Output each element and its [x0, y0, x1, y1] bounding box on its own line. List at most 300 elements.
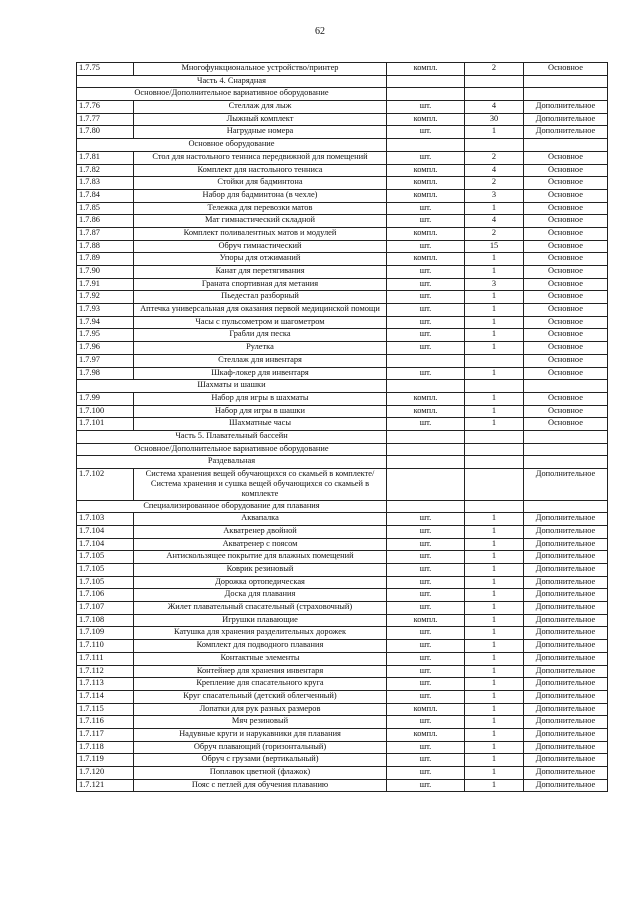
item-kind: Дополнительное [524, 525, 608, 538]
item-name: Аквапалка [134, 513, 387, 526]
kind-cell [524, 500, 608, 513]
table-row [77, 329, 608, 342]
item-code: 1.7.76 [77, 101, 134, 114]
item-name: Стол для настольного тенниса передвижной для помещений [134, 151, 387, 164]
item-unit: шт. [387, 291, 465, 304]
item-quantity: 1 [465, 392, 524, 405]
item-kind: Дополнительное [524, 678, 608, 691]
item-code: 1.7.102 [77, 469, 134, 501]
item-name: Многофункциональное устройство/принтер [134, 63, 387, 76]
item-code: 1.7.99 [77, 392, 134, 405]
item-name: Мяч резиновый [134, 716, 387, 729]
qty-cell [465, 456, 524, 469]
item-kind: Дополнительное [524, 469, 608, 501]
item-kind: Дополнительное [524, 551, 608, 564]
table-row [77, 63, 608, 76]
item-kind: Основное [524, 304, 608, 317]
item-code: 1.7.101 [77, 418, 134, 431]
item-name: Упоры для отжиманий [134, 253, 387, 266]
item-quantity: 1 [465, 728, 524, 741]
item-unit: шт. [387, 266, 465, 279]
section-header-row [77, 500, 608, 513]
table-row [77, 189, 608, 202]
item-kind: Дополнительное [524, 703, 608, 716]
item-quantity: 1 [465, 779, 524, 792]
item-unit: компл. [387, 253, 465, 266]
item-quantity: 1 [465, 741, 524, 754]
item-quantity: 1 [465, 716, 524, 729]
item-name: Игрушки плавающие [134, 614, 387, 627]
table-row [77, 640, 608, 653]
item-unit: шт. [387, 278, 465, 291]
item-code: 1.7.91 [77, 278, 134, 291]
item-quantity: 1 [465, 678, 524, 691]
item-unit: шт. [387, 304, 465, 317]
item-quantity: 4 [465, 164, 524, 177]
item-name: Пьедестал разборный [134, 291, 387, 304]
unit-cell [387, 456, 465, 469]
item-name: Поплавок цветной (флажок) [134, 767, 387, 780]
item-code: 1.7.89 [77, 253, 134, 266]
table-row [77, 177, 608, 190]
table-row [77, 538, 608, 551]
item-name: Доска для плавания [134, 589, 387, 602]
item-name: Тележка для перевозки матов [134, 202, 387, 215]
item-code: 1.7.106 [77, 589, 134, 602]
item-code: 1.7.83 [77, 177, 134, 190]
table-row [77, 576, 608, 589]
unit-cell [387, 139, 465, 152]
unit-cell [387, 75, 465, 88]
item-kind: Основное [524, 63, 608, 76]
item-quantity: 1 [465, 627, 524, 640]
item-quantity: 2 [465, 151, 524, 164]
item-unit: шт. [387, 316, 465, 329]
item-name: Канат для перетягивания [134, 266, 387, 279]
table-row [77, 291, 608, 304]
item-code: 1.7.115 [77, 703, 134, 716]
item-unit: шт. [387, 564, 465, 577]
item-name: Обруч с грузами (вертикальный) [134, 754, 387, 767]
item-code: 1.7.90 [77, 266, 134, 279]
item-unit: компл. [387, 164, 465, 177]
table-row [77, 240, 608, 253]
item-unit: шт. [387, 652, 465, 665]
table-row [77, 253, 608, 266]
item-code: 1.7.94 [77, 316, 134, 329]
qty-cell [465, 75, 524, 88]
item-kind: Основное [524, 392, 608, 405]
kind-cell [524, 456, 608, 469]
table-row [77, 589, 608, 602]
item-kind: Основное [524, 367, 608, 380]
section-header-row [77, 456, 608, 469]
item-kind: Дополнительное [524, 538, 608, 551]
item-code: 1.7.113 [77, 678, 134, 691]
item-unit: компл. [387, 392, 465, 405]
item-unit: шт. [387, 602, 465, 615]
table-row [77, 342, 608, 355]
item-unit: компл. [387, 189, 465, 202]
item-quantity: 30 [465, 113, 524, 126]
item-unit: шт. [387, 240, 465, 253]
item-unit: шт. [387, 627, 465, 640]
table-row [77, 316, 608, 329]
table-row [77, 525, 608, 538]
unit-cell [387, 380, 465, 393]
item-quantity: 1 [465, 551, 524, 564]
item-code: 1.7.81 [77, 151, 134, 164]
item-unit: шт. [387, 551, 465, 564]
table-row [77, 278, 608, 291]
item-name: Набор для игры в шашки [134, 405, 387, 418]
item-name: Шкаф-локер для инвентаря [134, 367, 387, 380]
item-quantity: 1 [465, 202, 524, 215]
item-name: Контейнер для хранения инвентаря [134, 665, 387, 678]
item-unit: шт. [387, 767, 465, 780]
table-row [77, 101, 608, 114]
item-unit: шт. [387, 126, 465, 139]
table-row [77, 164, 608, 177]
item-quantity: 15 [465, 240, 524, 253]
item-kind: Основное [524, 240, 608, 253]
kind-cell [524, 75, 608, 88]
qty-cell [465, 380, 524, 393]
item-name: Граната спортивная для метания [134, 278, 387, 291]
section-header-row [77, 380, 608, 393]
item-unit: компл. [387, 113, 465, 126]
table-row [77, 202, 608, 215]
item-kind: Дополнительное [524, 741, 608, 754]
page-number: 62 [315, 26, 325, 37]
item-code: 1.7.86 [77, 215, 134, 228]
item-code: 1.7.84 [77, 189, 134, 202]
item-code: 1.7.85 [77, 202, 134, 215]
item-unit: шт. [387, 367, 465, 380]
table-row [77, 126, 608, 139]
item-unit: шт. [387, 525, 465, 538]
item-kind: Основное [524, 342, 608, 355]
item-code: 1.7.75 [77, 63, 134, 76]
section-title: Часть 4. Снарядная [77, 75, 387, 88]
item-quantity: 1 [465, 576, 524, 589]
item-quantity: 1 [465, 405, 524, 418]
item-quantity: 2 [465, 63, 524, 76]
section-title: Раздевальная [77, 456, 387, 469]
item-code: 1.7.108 [77, 614, 134, 627]
item-kind: Основное [524, 278, 608, 291]
item-kind: Основное [524, 164, 608, 177]
item-quantity: 1 [465, 525, 524, 538]
item-code: 1.7.95 [77, 329, 134, 342]
item-code: 1.7.114 [77, 690, 134, 703]
table-row [77, 728, 608, 741]
item-code: 1.7.82 [77, 164, 134, 177]
item-code: 1.7.105 [77, 551, 134, 564]
section-title: Шахматы и шашки [77, 380, 387, 393]
table-row [77, 151, 608, 164]
item-kind: Дополнительное [524, 564, 608, 577]
item-quantity: 3 [465, 189, 524, 202]
item-name: Шахматные часы [134, 418, 387, 431]
item-quantity: 1 [465, 418, 524, 431]
item-kind: Дополнительное [524, 513, 608, 526]
table-row [77, 564, 608, 577]
item-name: Набор для игры в шахматы [134, 392, 387, 405]
item-unit [387, 469, 465, 501]
item-name: Коврик резиновый [134, 564, 387, 577]
item-kind: Дополнительное [524, 101, 608, 114]
item-unit: шт. [387, 716, 465, 729]
item-kind: Дополнительное [524, 640, 608, 653]
item-quantity: 1 [465, 703, 524, 716]
section-header-row [77, 75, 608, 88]
section-header-row [77, 88, 608, 101]
item-name: Крепление для спасательного круга [134, 678, 387, 691]
item-code: 1.7.96 [77, 342, 134, 355]
item-code: 1.7.105 [77, 576, 134, 589]
item-quantity: 1 [465, 342, 524, 355]
item-code: 1.7.77 [77, 113, 134, 126]
item-name: Лопатки для рук разных размеров [134, 703, 387, 716]
item-unit: шт. [387, 418, 465, 431]
item-quantity: 1 [465, 316, 524, 329]
item-kind: Дополнительное [524, 614, 608, 627]
item-quantity: 1 [465, 513, 524, 526]
item-quantity: 1 [465, 754, 524, 767]
qty-cell [465, 500, 524, 513]
item-kind: Основное [524, 266, 608, 279]
item-quantity: 3 [465, 278, 524, 291]
table-row [77, 678, 608, 691]
item-kind: Дополнительное [524, 652, 608, 665]
item-name: Рулетка [134, 342, 387, 355]
item-unit: компл. [387, 703, 465, 716]
item-code: 1.7.104 [77, 538, 134, 551]
item-kind: Дополнительное [524, 767, 608, 780]
kind-cell [524, 139, 608, 152]
item-unit: шт. [387, 202, 465, 215]
item-name: Антискользящее покрытие для влажных помещений [134, 551, 387, 564]
item-unit: шт. [387, 538, 465, 551]
table-row [77, 227, 608, 240]
kind-cell [524, 443, 608, 456]
item-code: 1.7.107 [77, 602, 134, 615]
item-quantity: 1 [465, 564, 524, 577]
table-row [77, 690, 608, 703]
item-unit: компл. [387, 614, 465, 627]
item-quantity: 1 [465, 329, 524, 342]
item-name: Нагрудные номера [134, 126, 387, 139]
item-unit: шт. [387, 101, 465, 114]
item-kind: Дополнительное [524, 589, 608, 602]
item-kind: Дополнительное [524, 113, 608, 126]
item-code: 1.7.97 [77, 354, 134, 367]
table-row [77, 614, 608, 627]
table-row [77, 602, 608, 615]
item-code: 1.7.109 [77, 627, 134, 640]
item-code: 1.7.98 [77, 367, 134, 380]
table-row [77, 652, 608, 665]
equipment-table-body [77, 63, 608, 792]
item-name: Аптечка универсальная для оказания первой медицинской помощи [134, 304, 387, 317]
item-kind: Основное [524, 253, 608, 266]
item-kind: Дополнительное [524, 627, 608, 640]
item-unit: шт. [387, 329, 465, 342]
table-row [77, 367, 608, 380]
kind-cell [524, 380, 608, 393]
item-quantity: 4 [465, 215, 524, 228]
table-row [77, 703, 608, 716]
item-name: Круг спасательный (детский облегченный) [134, 690, 387, 703]
item-unit: компл. [387, 63, 465, 76]
unit-cell [387, 430, 465, 443]
item-kind: Основное [524, 329, 608, 342]
item-kind: Дополнительное [524, 716, 608, 729]
item-name: Часы с пульсометром и шагометром [134, 316, 387, 329]
item-unit: шт. [387, 151, 465, 164]
item-kind: Дополнительное [524, 728, 608, 741]
item-name: Стойки для бадминтона [134, 177, 387, 190]
item-quantity: 1 [465, 602, 524, 615]
item-unit: шт. [387, 741, 465, 754]
qty-cell [465, 443, 524, 456]
item-kind: Дополнительное [524, 779, 608, 792]
item-kind: Дополнительное [524, 126, 608, 139]
item-kind: Дополнительное [524, 690, 608, 703]
table-row [77, 754, 608, 767]
item-kind: Основное [524, 354, 608, 367]
item-name: Обруч плавающий (горизонтальный) [134, 741, 387, 754]
item-quantity: 1 [465, 538, 524, 551]
qty-cell [465, 139, 524, 152]
kind-cell [524, 430, 608, 443]
item-quantity: 1 [465, 126, 524, 139]
section-title: Основное/Дополнительное вариативное оборудование [77, 443, 387, 456]
item-code: 1.7.88 [77, 240, 134, 253]
item-kind: Основное [524, 151, 608, 164]
item-kind: Основное [524, 418, 608, 431]
item-quantity: 1 [465, 589, 524, 602]
item-unit: шт. [387, 779, 465, 792]
item-name: Система хранения вещей обучающихся со скамьей в комплекте/Система хранения и сушка вещей обучающихся со скамьей в комплекте [134, 469, 387, 501]
item-quantity: 2 [465, 227, 524, 240]
item-quantity: 1 [465, 367, 524, 380]
item-code: 1.7.87 [77, 227, 134, 240]
item-name: Стеллаж для лыж [134, 101, 387, 114]
table-row [77, 627, 608, 640]
table-row [77, 266, 608, 279]
item-code: 1.7.111 [77, 652, 134, 665]
item-kind: Дополнительное [524, 576, 608, 589]
section-title: Основное оборудование [77, 139, 387, 152]
item-kind: Основное [524, 202, 608, 215]
item-name: Лыжный комплект [134, 113, 387, 126]
item-kind: Основное [524, 405, 608, 418]
item-kind: Дополнительное [524, 754, 608, 767]
item-name: Комплект поливалентных матов и модулей [134, 227, 387, 240]
item-name: Акватренер с поясом [134, 538, 387, 551]
table-row [77, 741, 608, 754]
item-quantity: 4 [465, 101, 524, 114]
item-unit: шт. [387, 576, 465, 589]
item-name: Катушка для хранения разделительных дорожек [134, 627, 387, 640]
table-row [77, 767, 608, 780]
item-kind: Основное [524, 291, 608, 304]
section-title: Часть 5. Плавательный бассейн [77, 430, 387, 443]
equipment-table [76, 62, 608, 792]
item-unit: шт. [387, 754, 465, 767]
item-quantity [465, 354, 524, 367]
item-name: Надувные круги и нарукавники для плавания [134, 728, 387, 741]
item-kind: Основное [524, 316, 608, 329]
item-kind: Дополнительное [524, 665, 608, 678]
item-code: 1.7.92 [77, 291, 134, 304]
item-unit: шт. [387, 665, 465, 678]
section-header-row [77, 139, 608, 152]
item-kind: Основное [524, 227, 608, 240]
item-unit [387, 354, 465, 367]
item-code: 1.7.110 [77, 640, 134, 653]
item-quantity: 1 [465, 291, 524, 304]
qty-cell [465, 88, 524, 101]
item-quantity: 1 [465, 266, 524, 279]
table-row [77, 354, 608, 367]
item-name: Дорожка ортопедическая [134, 576, 387, 589]
item-quantity: 1 [465, 304, 524, 317]
table-row [77, 665, 608, 678]
item-name: Обруч гимнастический [134, 240, 387, 253]
item-name: Набор для бадминтона (в чехле) [134, 189, 387, 202]
item-unit: шт. [387, 678, 465, 691]
unit-cell [387, 500, 465, 513]
table-row [77, 469, 608, 501]
item-code: 1.7.118 [77, 741, 134, 754]
table-row [77, 779, 608, 792]
item-quantity [465, 469, 524, 501]
item-name: Комплект для настольного тенниса [134, 164, 387, 177]
section-header-row [77, 443, 608, 456]
item-code: 1.7.100 [77, 405, 134, 418]
section-title: Специализированное оборудование для плавания [77, 500, 387, 513]
item-quantity: 1 [465, 640, 524, 653]
item-unit: шт. [387, 513, 465, 526]
table-row [77, 304, 608, 317]
item-code: 1.7.112 [77, 665, 134, 678]
item-name: Грабли для песка [134, 329, 387, 342]
item-unit: компл. [387, 405, 465, 418]
unit-cell [387, 88, 465, 101]
section-header-row [77, 430, 608, 443]
item-code: 1.7.80 [77, 126, 134, 139]
item-code: 1.7.116 [77, 716, 134, 729]
item-name: Пояс с петлей для обучения плаванию [134, 779, 387, 792]
item-unit: шт. [387, 589, 465, 602]
item-unit: компл. [387, 227, 465, 240]
item-unit: компл. [387, 177, 465, 190]
table-row [77, 418, 608, 431]
item-quantity: 1 [465, 253, 524, 266]
qty-cell [465, 430, 524, 443]
item-kind: Основное [524, 215, 608, 228]
item-kind: Дополнительное [524, 602, 608, 615]
item-code: 1.7.117 [77, 728, 134, 741]
item-quantity: 1 [465, 652, 524, 665]
item-code: 1.7.105 [77, 564, 134, 577]
item-unit: шт. [387, 640, 465, 653]
item-name: Комплект для подводного плавания [134, 640, 387, 653]
item-unit: шт. [387, 690, 465, 703]
